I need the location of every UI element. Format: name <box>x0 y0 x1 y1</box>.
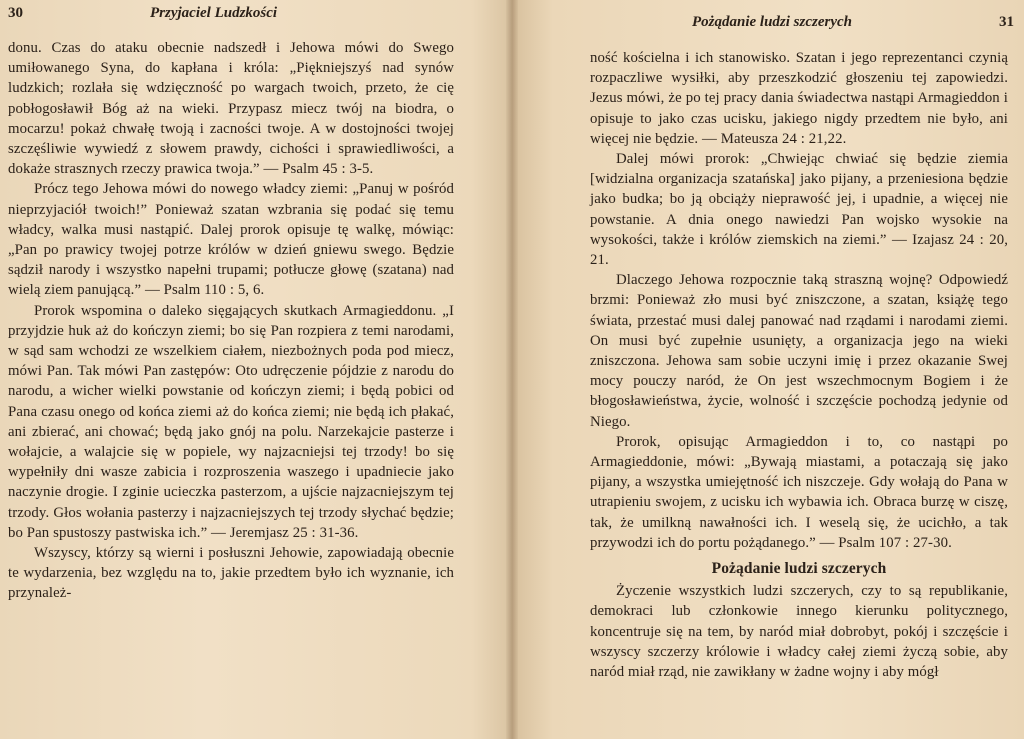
paragraph: Życzenie wszystkich ludzi szczerych, czy to są republikanie, demokraci lub członkowie innego kierunku politycznego, koncentruje się na tem, by naród miał dobrobyt, pokój i szczęście i wszyscy szczerzy królowie i władcy całej ziemi życzą sobie, aby naród miał rząd, nie zawikłany w żadne wojny i aby mógł <box>590 583 1008 681</box>
paragraph: Prorok wspomina o daleko sięgających skutkach Armagieddonu. „I przyjdzie huk aż do kończyn ziemi; bo się Pan rozpiera z temi narodami, w sąd sam wchodzi ze wszelkiem ciałem, niezbożnych poda pod miecz, mówi Pan. Tak mówi Pan zastępów: Oto udręczenie pójdzie z narodu do narodu, a wicher wielki powstanie od kończyn ziemi; i będą pobici od Pana czasu onego od końca ziemi aż do końca ziemi; nie będą ich płakać, ani zbierać, ani chować; będą jako gnój na polu. Narzekajcie pasterze i wołajcie, a walajcie się w popiele, wy najzacniejsi tej trzody! bo się wypełniły dni wasze zabicia i rozproszenia waszego i upadniecie jako naczynie drogie. I zginie ucieczka pasterzom, a ujście najzacniejszym tej trzody. Głos wołania pasterzy i najzacniejszych tej trzody słychać będzie; bo Pan spustoszy pastwiska ich.” — Jeremjasz 25 : 31-36. <box>8 302 454 541</box>
page-number: 31 <box>999 14 1014 30</box>
running-head: Przyjaciel Ludzkości <box>150 5 278 21</box>
paragraph: Prorok, opisując Armagieddon i to, co nastąpi po Armagieddonie, mówi: „Bywają miastami, a potaczają się jako pijany, a wszystka umiejętność ich niszczeje. Gdy wołają do Pana w utrapieniu swojem, z ucisku ich wybawia ich. Obraca burzę w ciszę, tak, że umilkną nawałności ich. I weselą się, że ucichło, a tak przywodzi ich do portu pożądanego.” — Psalm 107 : 27-30. <box>590 433 1008 551</box>
paragraph: Prócz tego Jehowa mówi do nowego władcy ziemi: „Panuj w pośród nieprzyjaciół twoich!” Ponieważ szatan wzbrania się podać się temu władcy, walka musi nastąpić. Dalej prorok opisuje tę walkę, mówiąc: „Pan po prawicy twojej potrze królów w dzień gniewu swego. Będzie sądził narody i wszystko napełni trupami; potłucze głowę (szatana) nad wielą ziem panującą.” — Psalm 110 : 5, 6. <box>8 181 454 299</box>
paragraph: ność kościelna i ich stanowisko. Szatan i jego reprezentanci czynią rozpaczliwe wysiłki, aby przeszkodzić głoszeniu tej zapowiedzi. Jezus mówi, że po tej pracy dania świadectwa nastąpi Armagieddon i opisuje to jako czas ucisku, jakiego nigdy przedtem nie było, ani więcej nie będzie. — Mateusza 24 : 21,22. <box>590 50 1008 147</box>
running-head: Pożądanie ludzi szczerych <box>692 14 853 30</box>
right-page <box>512 0 1024 739</box>
paragraph: donu. Czas do ataku obecnie nadszedł i Jehowa mówi do Swego umiłowanego Syna, do kapłana i króla: „Piękniejszyś nad synów ludzkich; rozlała się wdzięczność po wargach twoich, przeto, że cię pobłogosławił Bóg aż na wieki. Przypasz miecz twój na biodra, o mocarzu! pokaż chwałę twoją i zacności twoje. A w dostojności twojej szczęśliwie wywiedź z słowem prawdy, cichości i sprawiedliwości, a dokaże strasznych rzeczy prawica twoja.” — Psalm 45 : 3-5. <box>8 40 454 178</box>
section-heading: Pożądanie ludzi szczerych <box>711 560 887 578</box>
page-number: 30 <box>8 5 23 21</box>
body-text <box>590 48 1008 682</box>
body-text <box>8 38 454 604</box>
paragraph: Dalej mówi prorok: „Chwiejąc chwiać się będzie ziemia [widzialna organizacja szatańska] jako pijany, a przeniesiona będzie jako budka; bo ją obciąży nieprawość jej, i upadnie, a więcej nie powstanie. A dnia onego nawiedzi Pan wojsko wysokie na wysokości, także i królów ziemskich na ziemi.” — Izajasz 24 : 20, 21. <box>590 151 1008 269</box>
paragraph: Dlaczego Jehowa rozpocznie taką straszną wojnę? Odpowiedź brzmi: Ponieważ zło musi być zniszczone, a szatan, książę tego świata, przestać musi dalej panować nad rządami i narodami ziemi. On musi być zupełnie usunięty, a organizacja jego na wieki zniszczona. Jehowa sam sobie uczyni imię i przez okazanie Swej mocy pouczy naród, że On jest wszechmocnym Bogiem i że błogosławieństwa, życie, wolność i szczęście pochodzą jedynie od Niego. <box>590 272 1008 430</box>
paragraph: Wszyscy, którzy są wierni i posłuszni Jehowie, zapowiadają obecnie te wydarzenia, bez względu na to, jakie przedtem było ich wyznanie, ich przynależ- <box>8 545 454 602</box>
book-gutter <box>506 0 518 739</box>
